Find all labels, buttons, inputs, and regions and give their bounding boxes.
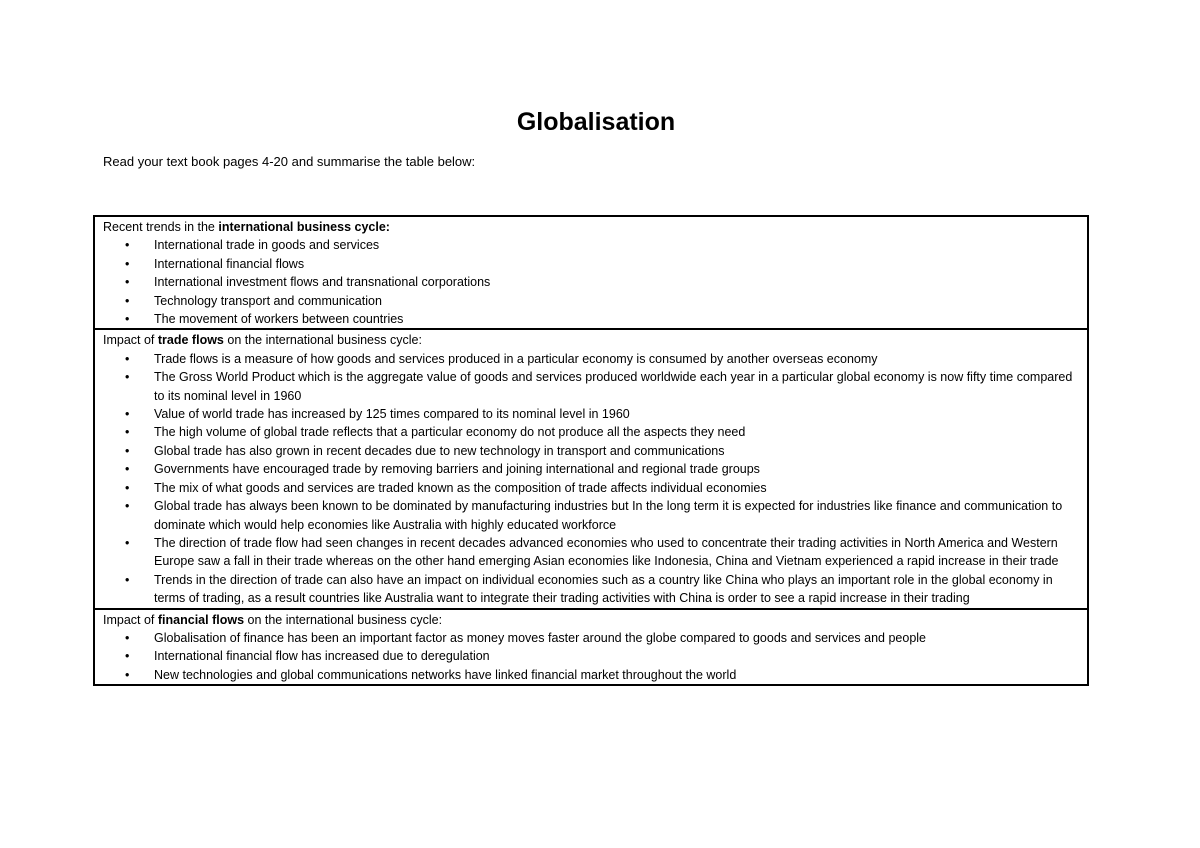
list-item (103, 497, 1079, 534)
table-section-financial-flows (95, 608, 1087, 685)
bullet-icon: • (125, 649, 130, 664)
section-heading-prefix: Recent trends in the (103, 220, 219, 234)
list-item-text: International trade in goods and services (154, 238, 380, 253)
list-item-text: The movement of workers between countries (154, 312, 404, 327)
bullet-icon: • (125, 443, 130, 458)
bullet-icon: • (125, 480, 130, 495)
list-item (103, 405, 1079, 423)
bullet-icon: • (125, 535, 130, 550)
bullet-list (103, 629, 1079, 684)
list-item (103, 368, 1079, 405)
list-item (103, 442, 1079, 460)
list-item-text: New technologies and global communications networks have linked financial market throughout the world (154, 667, 737, 682)
list-item-text: International financial flow has increased due to deregulation (154, 649, 490, 664)
list-item (103, 350, 1079, 368)
section-heading (103, 331, 1079, 349)
list-item (103, 310, 1079, 328)
list-item-text: The direction of trade flow had seen changes in recent decades advanced economies who used to concentrate their trading activities in North America and Western Europe saw a fall in their trade whereas on the other hand emerging Asian economies like Indonesia, China and Vietnam experienced a rapid increase in their trade (154, 535, 1059, 569)
bullet-icon: • (125, 275, 130, 290)
summary-table (93, 215, 1089, 686)
bullet-icon: • (125, 407, 130, 422)
list-item-text: International financial flows (154, 256, 305, 271)
list-item-text: Globalisation of finance has been an important factor as money moves faster around the globe compared to goods and services and people (154, 630, 927, 645)
section-heading-suffix: on the international business cycle: (244, 612, 443, 627)
list-item-text: International investment flows and transnational corporations (154, 275, 491, 290)
page-title: Globalisation (516, 108, 676, 136)
list-item-text: The mix of what goods and services are traded known as the composition of trade affects individual economies (154, 480, 767, 495)
bullet-icon: • (125, 351, 130, 366)
bullet-icon: • (125, 312, 130, 327)
list-item (103, 273, 1079, 291)
section-heading (103, 218, 1079, 236)
section-heading-prefix: Impact of (103, 612, 158, 627)
section-heading-suffix: on the international business cycle: (223, 333, 422, 348)
list-item (103, 666, 1079, 684)
list-item-text: Governments have encouraged trade by removing barriers and joining international and regional trade groups (154, 462, 760, 477)
bullet-icon: • (125, 293, 130, 308)
section-heading-prefix: Impact of (103, 333, 158, 348)
bullet-list (103, 350, 1079, 608)
list-item (103, 571, 1079, 608)
list-item (103, 255, 1079, 273)
list-item-text: The high volume of global trade reflects that a particular economy do not produce all the aspects they need (154, 425, 746, 440)
section-heading-bold: financial flows (157, 612, 245, 627)
bullet-icon: • (125, 425, 130, 440)
list-item (103, 423, 1079, 441)
list-item (103, 629, 1079, 647)
bullet-icon: • (125, 370, 130, 385)
section-heading (103, 611, 1079, 629)
list-item (103, 460, 1079, 478)
bullet-icon: • (125, 256, 130, 271)
list-item-text: The Gross World Product which is the aggregate value of goods and services produced worldwide each year in a particular global economy is now fifty time compared to its nominal level in 1960 (154, 370, 1073, 403)
list-item-text: Technology transport and communication (154, 293, 382, 308)
instruction-text: Read your text book pages 4-20 and summarise the table below: (103, 154, 476, 169)
bullet-icon: • (125, 667, 130, 682)
list-item (103, 647, 1079, 665)
list-item (103, 479, 1079, 497)
table-section-trade-flows (95, 328, 1087, 607)
bullet-icon: • (125, 462, 130, 477)
table-section-recent-trends (95, 217, 1087, 328)
bullet-list (103, 236, 1079, 328)
bullet-icon: • (125, 499, 130, 514)
list-item-text: Global trade has also grown in recent decades due to new technology in transport and communications (154, 443, 725, 458)
list-item-text: Value of world trade has increased by 125 times compared to its nominal level in 1960 (154, 407, 630, 422)
section-heading-bold: trade flows (157, 333, 224, 348)
list-item-text: Trends in the direction of trade can also have an impact on individual economies such as a country like China who plays an important role in the global economy in terms of trading, as a result countries like Australia want to integrate their trading activities with China is order to see a rapid increase in their trading (154, 572, 1053, 606)
list-item (103, 292, 1079, 310)
bullet-icon: • (125, 572, 130, 587)
list-item (103, 534, 1079, 571)
bullet-icon: • (125, 630, 130, 645)
bullet-icon: • (125, 238, 130, 253)
list-item (103, 236, 1079, 254)
list-item-text: Global trade has always been known to be dominated by manufacturing industries but In the long term it is expected for industries like finance and communication to dominate which would help economies like Australia with highly educated workforce (154, 499, 1063, 532)
list-item-text: Trade flows is a measure of how goods and services produced in a particular economy is consumed by another overseas economy (154, 351, 878, 366)
section-heading-bold: international business cycle: (218, 220, 390, 234)
